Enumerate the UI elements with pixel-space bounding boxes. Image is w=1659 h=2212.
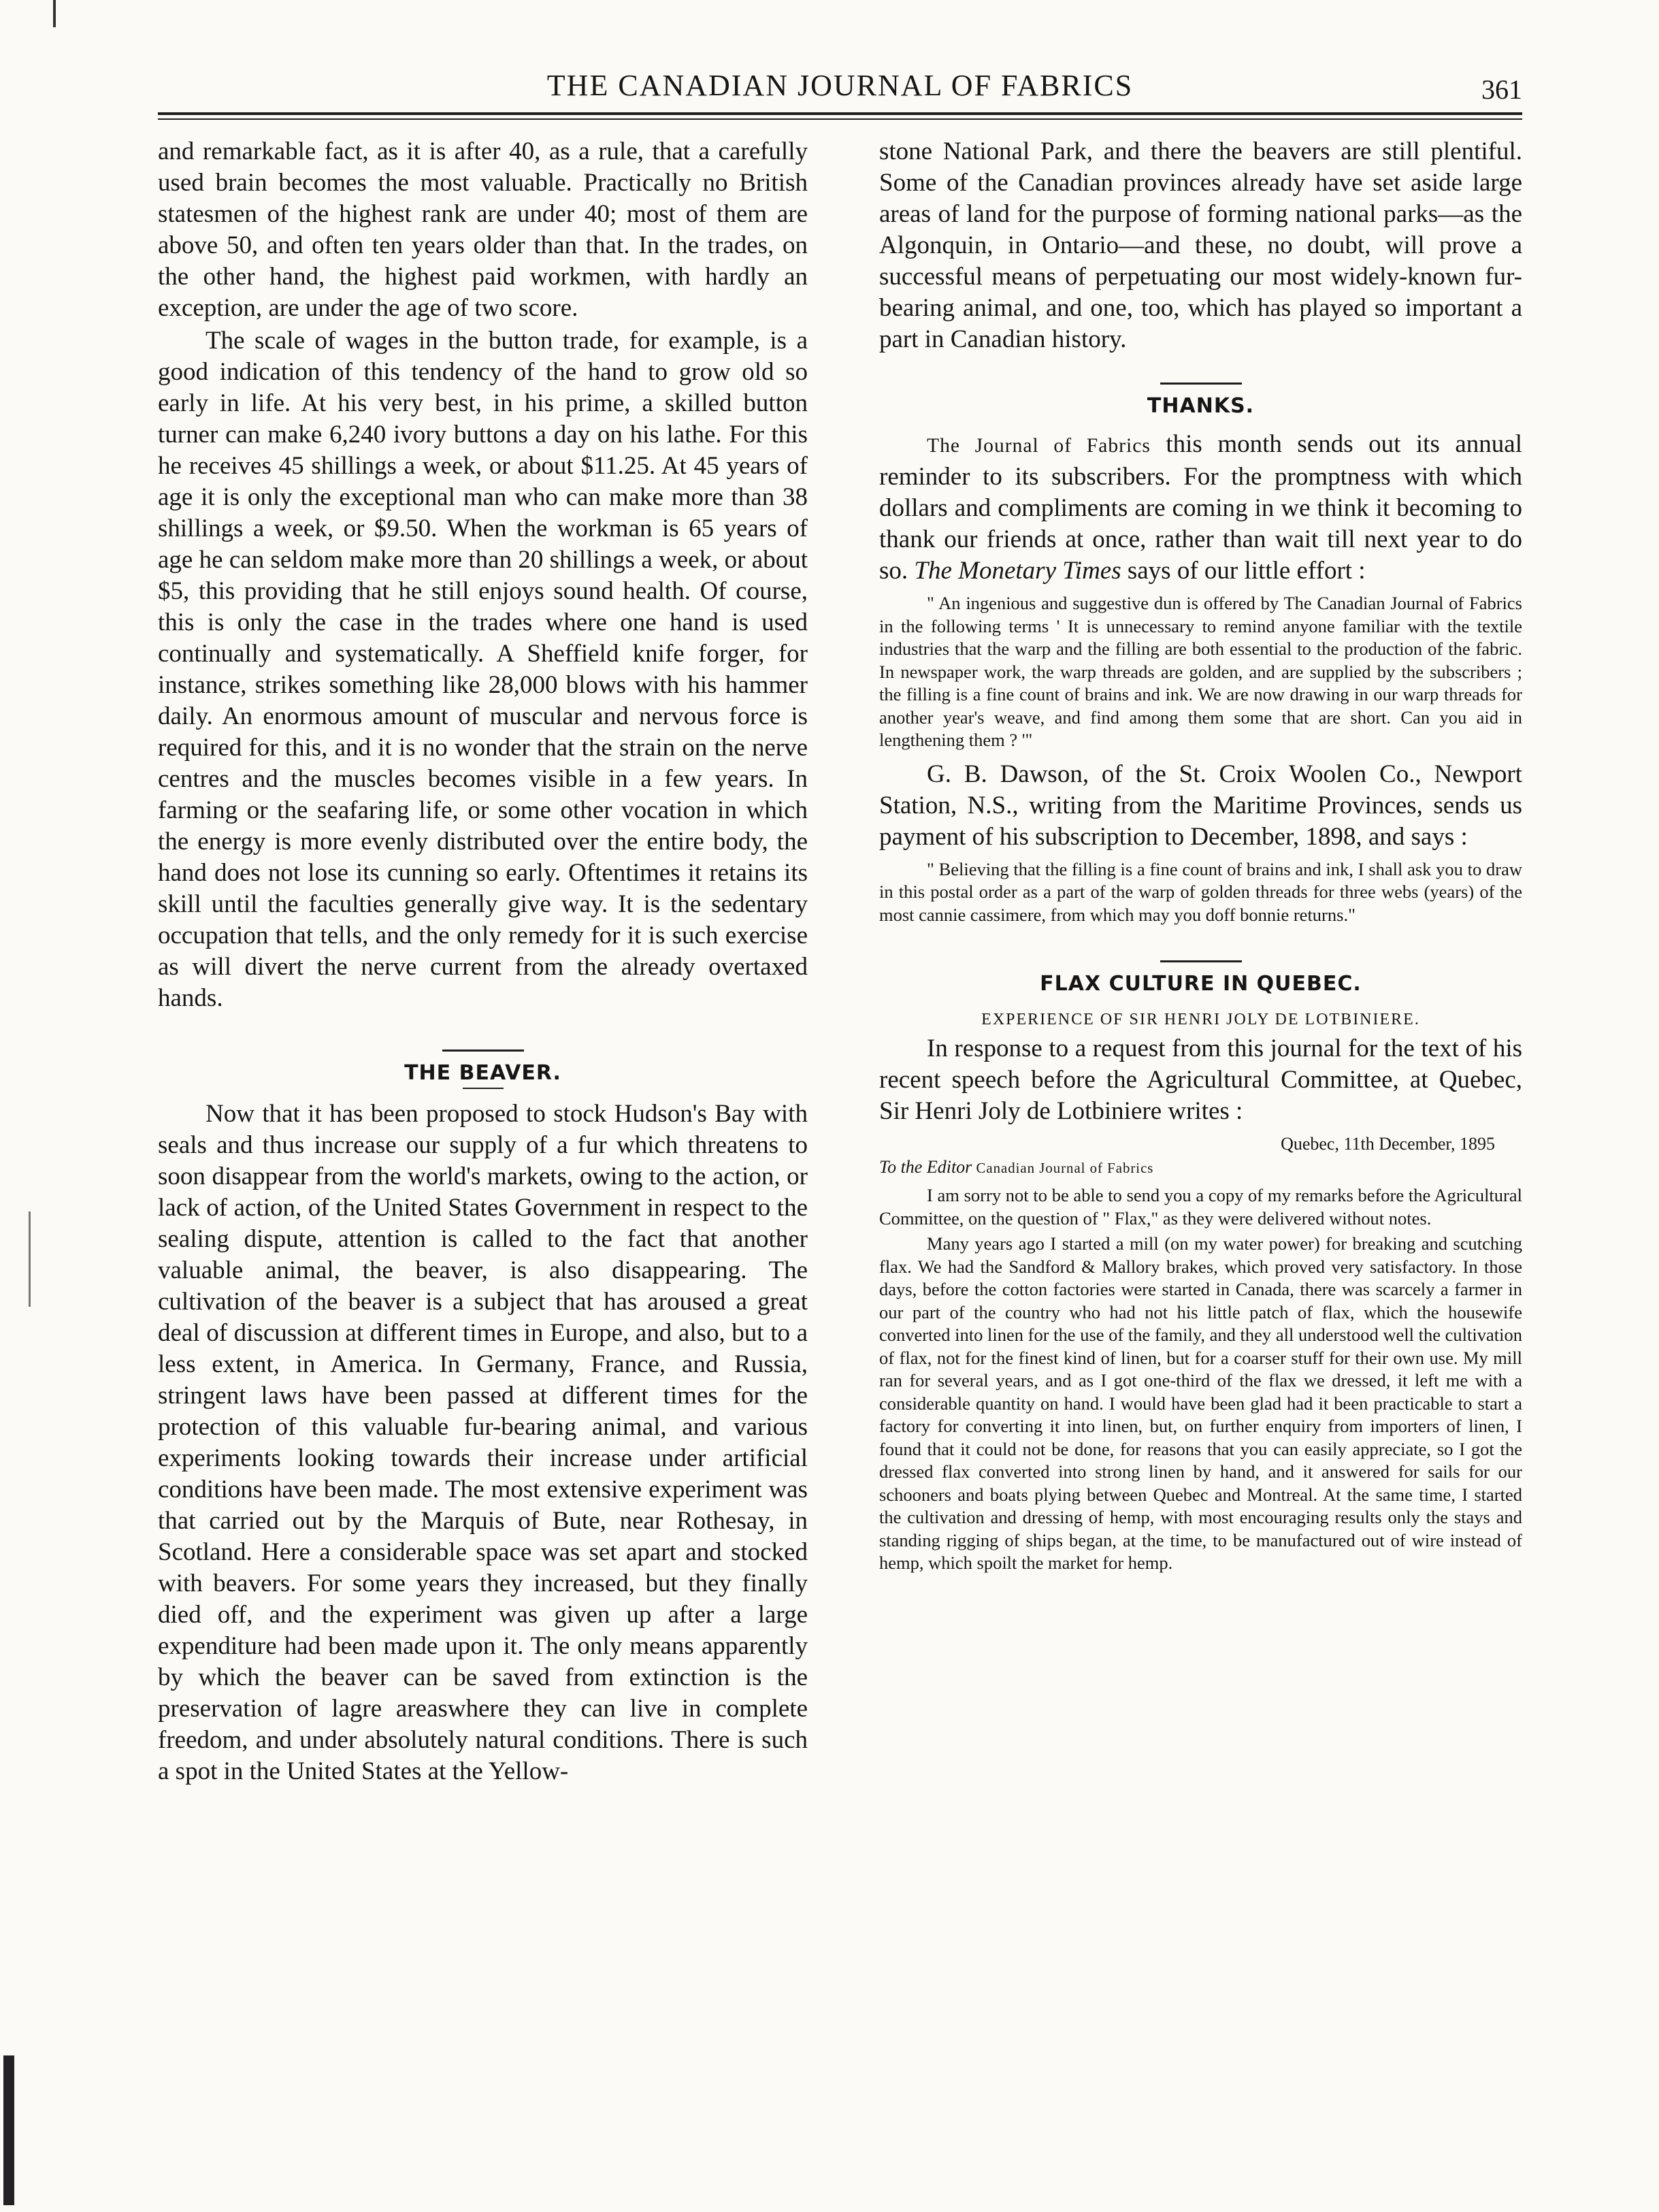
thanks-intro-end: says of our little effort : xyxy=(1121,557,1366,585)
right-column xyxy=(879,136,1522,1575)
running-header xyxy=(158,68,1522,109)
monetary-times-quote: " An ingenious and suggestive dun is offered by The Canadian Journal of Fabrics in the following terms ' It is unnecessary to remind anyone familiar with the textile industries that the warp and the filling are both essential to the production of the fabric. In newspaper work, the warp threads are golden, and are supplied by the subscribers ; the filling is a fine count of brains and ink. We are now drawing in our warp threads for another year's weave, and find among them some that are short. Can you aid in lengthening them ? '" xyxy=(879,593,1522,750)
section-divider xyxy=(1160,383,1242,385)
scan-artifact xyxy=(29,1211,31,1307)
letter-paragraph: Many years ago I started a mill (on my water power) for breaking and scutching flax. We had the Sandford & Mallory brakes, which proved very satisfactory. In those days, before the cotton factories were started in Canada, there was scarcely a farmer in our part of the country who had not his little patch of flax, which the housewife converted into linen for the use of the family, and they all understood well the cultivation of flax, not for the finest kind of linen, but for a coarser stuff for their own use. My mill ran for several years, and as I got one-third of the flax we dressed, it left me with a considerable quantity on hand. I would have been glad had it been practicable to start a factory for converting it into linen, but, on further enquiry from importers of linen, I found that it could not be done, for reasons that you can easily appreciate, so I got the dressed flax converted into strong linen by hand, and it answered for sails for our schooners and boats plying between Quebec and Montreal. At the same time, I started the cultivation and dressing of hemp, with most encouraging results only the stays and standing rigging of ships began, at the time, to be manufactured out of wire instead of hemp, which spoilt the market for hemp. xyxy=(879,1233,1522,1573)
dawson-paragraph: G. B. Dawson, of the St. Croix Woolen Co., Newport Station, N.S., writing from the Maritime Provinces, sends us payment of his subscription to December, 1898, and says : xyxy=(879,760,1522,851)
salutation-prefix: To the Editor xyxy=(879,1157,972,1177)
section-divider xyxy=(442,1050,524,1052)
thanks-intro-text: this month sends out its annual reminder to its subscribers. For the promptness with which dollars and compliments are coming in we think it becoming to thank our friends at once, rather than wait till next year to do so. xyxy=(879,430,1522,585)
journal-title: THE CANADIAN JOURNAL OF FABRICS xyxy=(546,69,1134,102)
wages-paragraph: The scale of wages in the button trade, for example, is a good indication of this tendency of the hand to grow old so early in life. At his very best, in his prime, a skilled button turner can make 6,240 ivory buttons a day on his lathe. For this he receives 45 shillings a week, or about $11.25. At 45 years of age it is only the exceptional man who can make more than 38 shillings a week, or $9.50. When the workman is 65 years of age he can seldom make more than 20 shillings a week, or about $5, this providing that he still enjoys sound health. Of course, this is only the case in the trades where one hand is used continually and systematically. A Sheffield knife forger, for instance, strikes something like 28,000 blows with his hammer daily. An enormous amount of muscular and nervous force is required for this, and it is no wonder that the strain on the nerve centres and the muscles becomes visible in a few years. In farming or the seafaring life, or some other vocation in which the energy is more evenly distributed over the entire body, the hand does not lose its cunning so early. Oftentimes it retains its skill until the faculties generally give way. It is the sedentary occupation that tells, and the only remedy for it is such exercise as will divert the nerve current from the already overtaxed hands. xyxy=(158,327,808,1012)
flax-heading: FLAX CULTURE IN QUEBEC. xyxy=(1040,972,1362,996)
header-rule-thin xyxy=(158,118,1522,120)
salutation-name: Canadian Journal of Fabrics xyxy=(972,1160,1154,1176)
flax-subheading: EXPERIENCE OF SIR HENRI JOLY DE LOTBINIERE. xyxy=(981,1011,1420,1028)
section-divider xyxy=(1160,960,1242,962)
heading-underline xyxy=(463,1088,504,1089)
letter-dateline: Quebec, 11th December, 1895 xyxy=(1281,1134,1495,1154)
header-rule-thick xyxy=(158,112,1522,115)
scan-artifact xyxy=(53,0,56,27)
page-number: 361 xyxy=(1481,74,1522,105)
flax-intro: In response to a request from this journal for the text of his recent speech before the Agricultural Committee, at Quebec, Sir Henri Joly de Lotbiniere writes : xyxy=(879,1035,1522,1125)
scan-artifact xyxy=(3,2055,14,2205)
beaver-heading: THE BEAVER. xyxy=(404,1061,561,1085)
journal-name-smallcaps: The Journal of Fabrics xyxy=(927,435,1151,457)
thanks-heading: THANKS. xyxy=(1147,394,1255,418)
continued-paragraph: and remarkable fact, as it is after 40, as a rule, that a carefully used brain becomes the most valuable. Practically no British statesmen of the highest rank are under 40; most of them are above 50, and often ten years older than that. In the trades, on the other hand, the highest paid workmen, with hardly an exception, are under the age of two score. xyxy=(158,137,808,322)
thanks-intro xyxy=(879,429,1522,587)
letter-paragraph: I am sorry not to be able to send you a copy of my remarks before the Agricultural Committee, on the question of " Flax," as they were delivered without notes. xyxy=(879,1185,1522,1229)
monetary-times-title: The Monetary Times xyxy=(914,557,1121,585)
beaver-continued-paragraph: stone National Park, and there the beavers are still plentiful. Some of the Canadian provinces already have set aside large areas of land for the purpose of forming national parks—as the Algonquin, in Ontario—and these, no doubt, will prove a successful means of perpetuating our most widely-known fur-bearing animal, and one, too, which has played so important a part in Canadian history. xyxy=(879,137,1522,353)
beaver-paragraph: Now that it has been proposed to stock Hudson's Bay with seals and thus increase our supply of a fur which threatens to soon disappear from the world's markets, owing to the action, or lack of action, of the United States Government in respect to the sealing dispute, attention is called to the fact that another valuable animal, the beaver, is also disappearing. The cultivation of the beaver is a subject that has aroused a great deal of discussion at different times in Europe, and also, but to a less extent, in America. In Germany, France, and Russia, stringent laws have been passed at different times for the protection of this valuable fur-bearing animal, and various experiments looking towards their increase under artificial conditions have been made. The most extensive experiment was that carried out by the Marquis of Bute, near Rothesay, in Scotland. Here a considerable space was set apart and stocked with beavers. For some years they increased, but they finally died off, and the experiment was given up after a large expenditure had been made upon it. The only means apparently by which the beaver can be saved from extinction is the preservation of lagre areaswhere they can live in complete freedom, and under absolutely natural conditions. There is such a spot in the United States at the Yellow- xyxy=(158,1100,808,1785)
letter-salutation xyxy=(879,1157,1522,1177)
dawson-quote: " Believing that the filling is a fine count of brains and ink, I shall ask you to draw in this postal order as a part of the warp of golden threads for three webs (years) of the most cannie cassimere, from which may you doff bonnie returns." xyxy=(879,858,1522,925)
left-column xyxy=(158,136,808,1787)
